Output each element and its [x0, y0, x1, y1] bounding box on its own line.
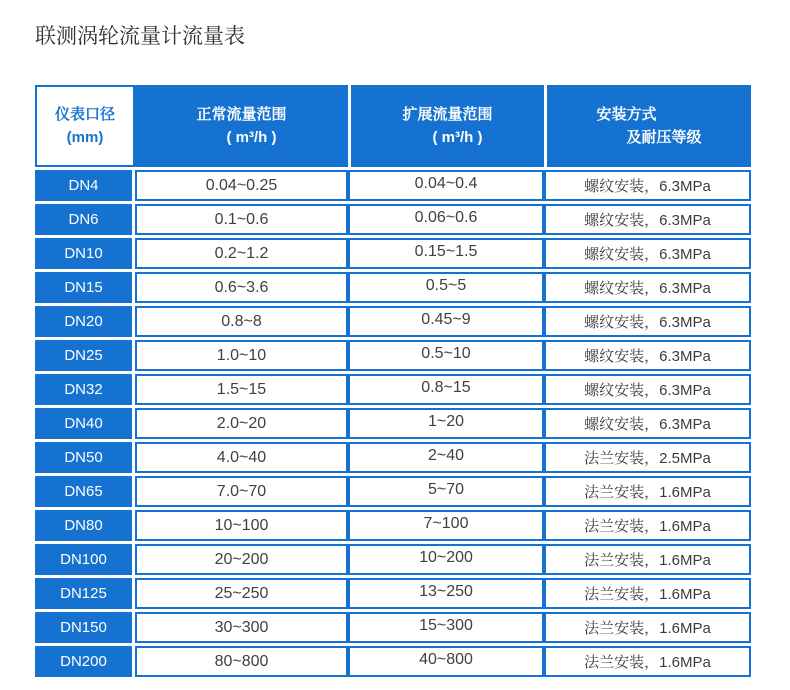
- table-row: [35, 374, 751, 405]
- install-cell: 螺纹安装，6.3MPa: [544, 170, 751, 201]
- normal-range-cell: 0.04~0.25: [135, 170, 348, 201]
- extended-range-cell: 0.06~0.6: [348, 204, 544, 235]
- normal-range-cell: 0.1~0.6: [135, 204, 348, 235]
- install-cell: 法兰安装，1.6MPa: [544, 476, 751, 507]
- table-row: [35, 578, 751, 609]
- diameter-cell: DN6: [35, 204, 135, 235]
- install-cell: 螺纹安装，6.3MPa: [544, 272, 751, 303]
- extended-range-cell: 1~20: [348, 408, 544, 439]
- extended-range-cell: 0.8~15: [348, 374, 544, 405]
- extended-range-cell: 15~300: [348, 612, 544, 643]
- col-header-extended-range-line1: 扩展流量范围: [402, 105, 493, 123]
- diameter-cell: DN20: [35, 306, 135, 337]
- diameter-cell: DN150: [35, 612, 135, 643]
- normal-range-cell: 20~200: [135, 544, 348, 575]
- diameter-cell: DN50: [35, 442, 135, 473]
- install-cell: 法兰安装，1.6MPa: [544, 544, 751, 575]
- col-header-installation-line2: 及耐压等级: [626, 129, 702, 146]
- install-cell: 螺纹安装，6.3MPa: [544, 340, 751, 371]
- flow-rate-table: [35, 82, 751, 680]
- normal-range-cell: 7.0~70: [135, 476, 348, 507]
- diameter-cell: DN200: [35, 646, 135, 677]
- install-cell: 法兰安装，2.5MPa: [544, 442, 751, 473]
- extended-range-cell: 7~100: [348, 510, 544, 541]
- diameter-cell: DN4: [35, 170, 135, 201]
- install-cell: 螺纹安装，6.3MPa: [544, 204, 751, 235]
- normal-range-cell: 25~250: [135, 578, 348, 609]
- diameter-cell: DN100: [35, 544, 135, 575]
- extended-range-cell: 40~800: [348, 646, 544, 677]
- table-row: [35, 544, 751, 575]
- table-row: [35, 510, 751, 541]
- diameter-cell: DN32: [35, 374, 135, 405]
- normal-range-cell: 30~300: [135, 612, 348, 643]
- normal-range-cell: 4.0~40: [135, 442, 348, 473]
- table-row: [35, 170, 751, 201]
- extended-range-cell: 0.45~9: [348, 306, 544, 337]
- table-row: [35, 272, 751, 303]
- install-cell: 法兰安装，1.6MPa: [544, 510, 751, 541]
- normal-range-cell: 2.0~20: [135, 408, 348, 439]
- normal-range-cell: 80~800: [135, 646, 348, 677]
- table-header: [35, 85, 751, 167]
- install-cell: 螺纹安装，6.3MPa: [544, 374, 751, 405]
- extended-range-cell: 0.04~0.4: [348, 170, 544, 201]
- col-header-installation: [544, 85, 751, 167]
- col-header-normal-range-line1: 正常流量范围: [196, 105, 287, 123]
- diameter-cell: DN10: [35, 238, 135, 269]
- normal-range-cell: 0.8~8: [135, 306, 348, 337]
- normal-range-cell: 1.5~15: [135, 374, 348, 405]
- page-title: 联测涡轮流量计流量表: [35, 25, 245, 48]
- table-row: [35, 646, 751, 677]
- table-row: [35, 612, 751, 643]
- install-cell: 法兰安装，1.6MPa: [544, 646, 751, 677]
- normal-range-cell: 1.0~10: [135, 340, 348, 371]
- install-cell: 螺纹安装，6.3MPa: [544, 238, 751, 269]
- extended-range-cell: 2~40: [348, 442, 544, 473]
- col-header-normal-range-line2: ( m³/h ): [226, 129, 277, 146]
- col-header-normal-range: [135, 85, 348, 167]
- diameter-cell: DN15: [35, 272, 135, 303]
- header-row: [35, 85, 751, 167]
- table-body: [35, 170, 751, 677]
- extended-range-cell: 13~250: [348, 578, 544, 609]
- col-header-extended-range-line2: ( m³/h ): [432, 129, 483, 146]
- extended-range-cell: 0.5~5: [348, 272, 544, 303]
- table-row: [35, 204, 751, 235]
- table-row: [35, 408, 751, 439]
- col-header-diameter: [35, 85, 135, 167]
- extended-range-cell: 0.5~10: [348, 340, 544, 371]
- diameter-cell: DN80: [35, 510, 135, 541]
- extended-range-cell: 5~70: [348, 476, 544, 507]
- table-row: [35, 238, 751, 269]
- col-header-installation-line1: 安装方式: [596, 105, 657, 123]
- install-cell: 螺纹安装，6.3MPa: [544, 306, 751, 337]
- normal-range-cell: 0.2~1.2: [135, 238, 348, 269]
- normal-range-cell: 10~100: [135, 510, 348, 541]
- col-header-diameter-line1: 仪表口径: [54, 105, 115, 123]
- table-row: [35, 306, 751, 337]
- diameter-cell: DN65: [35, 476, 135, 507]
- install-cell: 螺纹安装，6.3MPa: [544, 408, 751, 439]
- table-row: [35, 442, 751, 473]
- install-cell: 法兰安装，1.6MPa: [544, 612, 751, 643]
- install-cell: 法兰安装，1.6MPa: [544, 578, 751, 609]
- extended-range-cell: 10~200: [348, 544, 544, 575]
- diameter-cell: DN125: [35, 578, 135, 609]
- col-header-extended-range: [348, 85, 544, 167]
- table-row: [35, 340, 751, 371]
- extended-range-cell: 0.15~1.5: [348, 238, 544, 269]
- col-header-diameter-line2: (mm): [66, 129, 104, 146]
- table-row: [35, 476, 751, 507]
- normal-range-cell: 0.6~3.6: [135, 272, 348, 303]
- diameter-cell: DN40: [35, 408, 135, 439]
- diameter-cell: DN25: [35, 340, 135, 371]
